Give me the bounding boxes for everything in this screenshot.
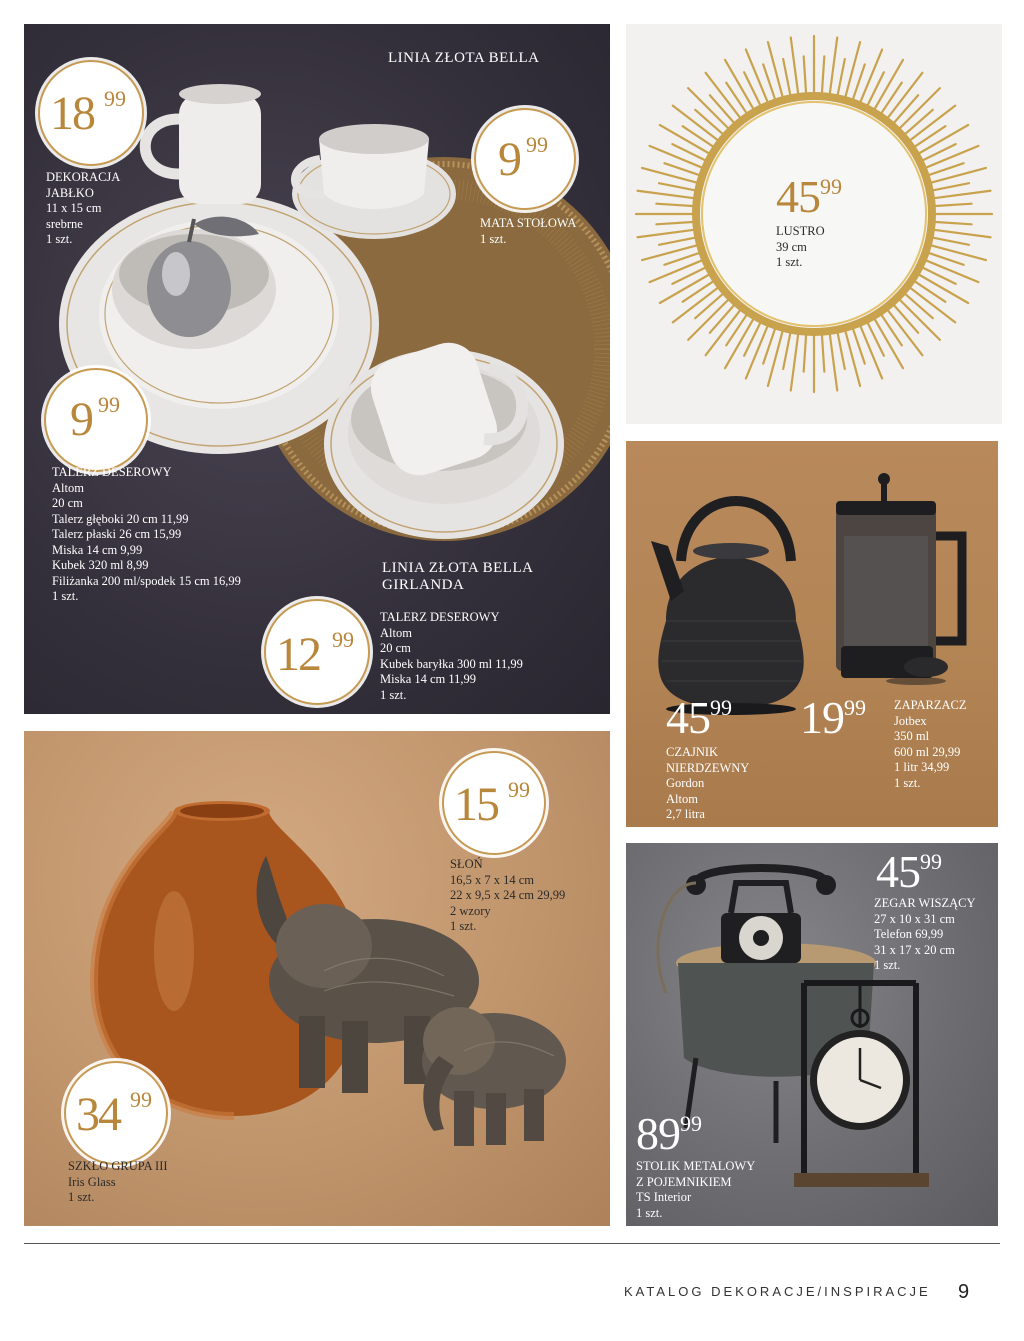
clock-price: 4599 bbox=[876, 846, 942, 897]
press-description: ZAPARZACZ Jotbex 350 ml 600 ml 29,99 1 litr 34,99 1 szt. bbox=[894, 698, 967, 790]
table-price: 8999 bbox=[636, 1108, 702, 1159]
vase-description: SZKŁO GRUPA III Iris Glass 1 szt. bbox=[68, 1159, 168, 1204]
dessert-plate-description: TALERZ DESEROWY Altom 20 cm Talerz głęboki 20 cm 11,99 Talerz płaski 26 cm 15,99 Miska 14 cm 9,99 Kubek 320 ml 8,99 Filiżanka 200 ml/spodek 15 cm 16,99 1 szt. bbox=[52, 465, 241, 603]
panel-tableware bbox=[24, 24, 610, 714]
footer-divider bbox=[24, 1243, 1000, 1244]
table-description: STOLIK METALOWY Z POJEMNIKIEM TS Interior 1 szt. bbox=[636, 1159, 756, 1220]
clock-description: ZEGAR WISZĄCY 27 x 10 x 31 cm Telefon 69,99 31 x 17 x 20 cm 1 szt. bbox=[874, 896, 976, 972]
panel-elephants bbox=[24, 731, 610, 1226]
price-badge-girlanda-plate: 12 99 bbox=[264, 599, 370, 705]
catalog-title: KATALOG DEKORACJE/INSPIRACJE bbox=[624, 1284, 931, 1299]
girlanda-plate-description: TALERZ DESEROWY Altom 20 cm Kubek baryłka 300 ml 11,99 Miska 14 cm 11,99 1 szt. bbox=[380, 610, 523, 702]
line-title: LINIA ZŁOTA BELLA bbox=[388, 50, 540, 66]
mat-description: MATA STOŁOWA 1 szt. bbox=[480, 216, 577, 246]
page-number: 9 bbox=[958, 1281, 970, 1303]
apple-description: DEKORACJA JABŁKO 11 x 15 cm srebrne 1 szt. bbox=[46, 170, 121, 246]
line-title-girlanda: LINIA ZŁOTA BELLA GIRLANDA bbox=[382, 560, 534, 593]
panel-mirror bbox=[626, 24, 1002, 424]
mirror-description: LUSTRO 39 cm 1 szt. bbox=[776, 224, 825, 269]
price-badge-dessert-plate: 9 99 bbox=[44, 368, 148, 472]
panel-clock-table bbox=[626, 843, 998, 1226]
price-badge-mat: 9 99 bbox=[474, 108, 576, 210]
mirror-price: 4599 bbox=[776, 171, 842, 222]
press-price: 1999 bbox=[800, 692, 866, 743]
price-badge-elephant: 15 99 bbox=[442, 751, 546, 855]
elephant-description: SŁOŃ 16,5 x 7 x 14 cm 22 x 9,5 x 24 cm 29,99 2 wzory 1 szt. bbox=[450, 857, 566, 933]
price-badge-apple: 18 99 bbox=[38, 60, 144, 166]
kettle-price: 4599 bbox=[666, 692, 732, 743]
kettle-description: CZAJNIK NIERDZEWNY Gordon Altom 2,7 litra bbox=[666, 745, 750, 821]
price-badge-vase: 34 99 bbox=[64, 1061, 168, 1165]
panel-kettle bbox=[626, 441, 998, 827]
